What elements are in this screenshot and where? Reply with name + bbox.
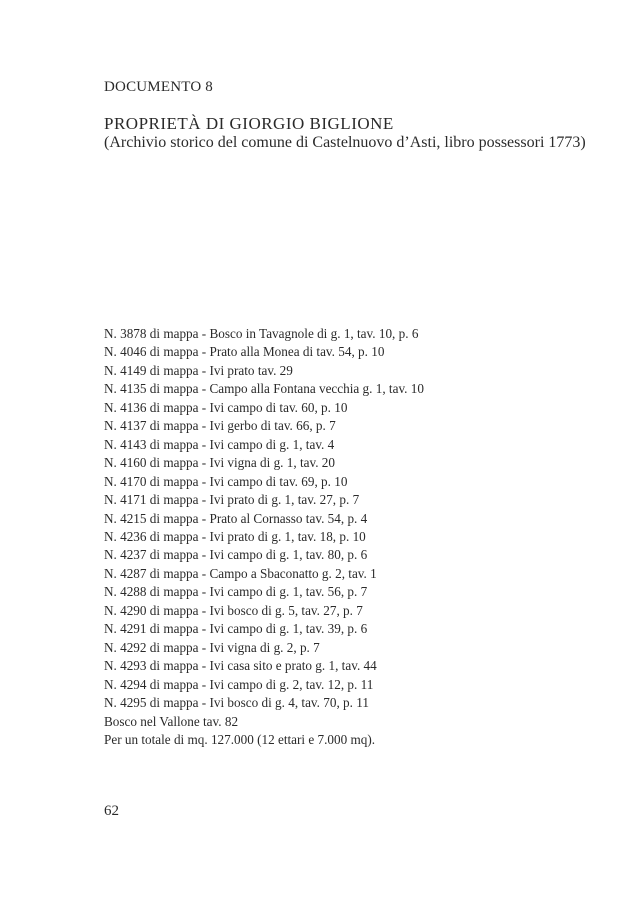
list-item: N. 4292 di mappa - Ivi vigna di g. 2, p. 7 <box>104 639 320 655</box>
list-item: N. 4046 di mappa - Prato alla Monea di tav. 54, p. 10 <box>104 344 385 360</box>
list-item: N. 4136 di mappa - Ivi campo di tav. 60, p. 10 <box>104 399 348 415</box>
list-item: N. 4293 di mappa - Ivi casa sito e prato g. 1, tav. 44 <box>104 658 377 674</box>
list-item: N. 4237 di mappa - Ivi campo di g. 1, tav. 80, p. 6 <box>104 547 368 563</box>
list-item: Bosco nel Vallone tav. 82 <box>104 713 239 729</box>
list-item: N. 4137 di mappa - Ivi gerbo di tav. 66, p. 7 <box>104 418 336 434</box>
list-item: N. 4170 di mappa - Ivi campo di tav. 69, p. 10 <box>104 473 348 489</box>
list-item: N. 4160 di mappa - Ivi vigna di g. 1, tav. 20 <box>104 455 335 471</box>
list-item: N. 4143 di mappa - Ivi campo di g. 1, tav. 4 <box>104 436 335 452</box>
document-label: DOCUMENTO 8 <box>104 79 214 95</box>
list-item: N. 4295 di mappa - Ivi bosco di g. 4, tav. 70, p. 11 <box>104 695 369 711</box>
list-item: N. 4215 di mappa - Prato al Cornasso tav. 54, p. 4 <box>104 510 368 526</box>
list-item: N. 4294 di mappa - Ivi campo di g. 2, tav. 12, p. 11 <box>104 676 374 692</box>
list-item: N. 3878 di mappa - Bosco in Tavagnole di g. 1, tav. 10, p. 6 <box>104 326 419 341</box>
document-subtitle: (Archivio storico del comune di Castelnuovo d’Asti, libro possessori 1773) <box>104 134 586 151</box>
list-item: N. 4287 di mappa - Campo a Sbaconatto g. 2, tav. 1 <box>104 565 377 581</box>
list-item: N. 4290 di mappa - Ivi bosco di g. 5, tav. 27, p. 7 <box>104 602 363 618</box>
property-list <box>104 325 424 749</box>
list-item: N. 4149 di mappa - Ivi prato tav. 29 <box>104 362 293 378</box>
total-line: Per un totale di mq. 127.000 (12 ettari e 7.000 mq). <box>104 731 376 747</box>
list-item: N. 4236 di mappa - Ivi prato di g. 1, tav. 18, p. 10 <box>104 528 366 544</box>
list-item: N. 4291 di mappa - Ivi campo di g. 1, tav. 39, p. 6 <box>104 621 368 637</box>
list-item: N. 4171 di mappa - Ivi prato di g. 1, tav. 27, p. 7 <box>104 492 360 508</box>
list-item: N. 4288 di mappa - Ivi campo di g. 1, tav. 56, p. 7 <box>104 584 368 600</box>
document-title: PROPRIETÀ DI GIORGIO BIGLIONE <box>104 114 394 133</box>
list-item: N. 4135 di mappa - Campo alla Fontana vecchia g. 1, tav. 10 <box>104 381 424 397</box>
page-number: 62 <box>104 803 119 819</box>
